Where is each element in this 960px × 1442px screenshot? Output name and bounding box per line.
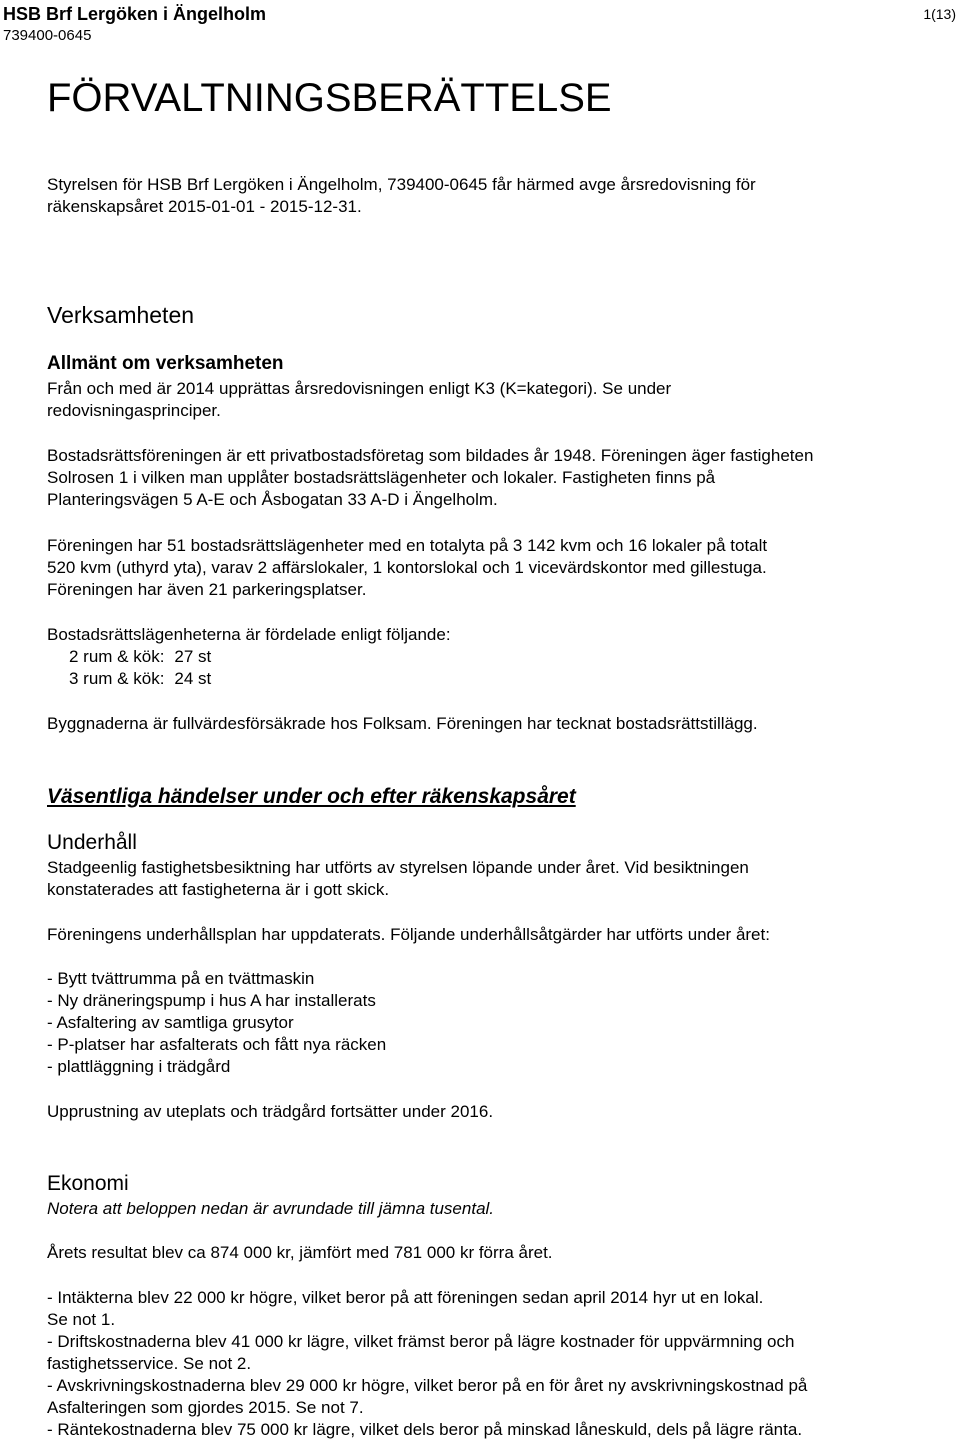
insurance-paragraph: Byggnaderna är fullvärdesförsäkrade hos Folksam. Föreningen har tecknat bostadsrättstillägg. [47,714,758,733]
subheading-allmant: Allmänt om verksamheten [47,353,284,374]
paragraph-line: Planteringsvägen 5 A-E och Åsbogatan 33 A-D i Ängelholm. [47,490,498,509]
economy-list [47,1287,807,1441]
paragraph-line: Bostadsrättsföreningen är ett privatbostadsföretag som bildades år 1948. Föreningen äger fastigheten [47,446,814,465]
distribution-intro: Bostadsrättslägenheterna är fördelade enligt följande: [47,625,451,644]
paragraph-upgrade: Upprustning av uteplats och trädgård fortsätter under 2016. [47,1102,494,1121]
paragraph-apartments [47,535,767,601]
organization-name: HSB Brf Lergöken i Ängelholm [3,4,267,24]
page-number: 1(13) [923,6,956,22]
rounding-note: Notera att beloppen nedan är avrundade till jämna tusental. [47,1199,495,1218]
list-item: - P-platser har asfalterats och fått nya räcken [47,1035,387,1054]
paragraph-line: Solrosen 1 i vilken man upplåter bostadsrättslägenheter och lokaler. Fastigheten finns på [47,468,716,487]
page-title: FÖRVALTNINGSBERÄTTELSE [47,76,612,120]
list-item: - Ny dräneringspump i hus A har installerats [47,991,376,1010]
organization-number: 739400-0645 [3,27,92,44]
list-item: Se not 1. [47,1310,116,1329]
table-row [69,668,211,690]
list-item: - Bytt tvättrumma på en tvättmaskin [47,969,315,988]
result-paragraph: Årets resultat blev ca 874 000 kr, jämfört med 781 000 kr förra året. [47,1243,553,1262]
room-type: 2 rum & kök: [69,647,165,666]
section-heading-verksamheten: Verksamheten [47,302,195,328]
list-item: - Intäkterna blev 22 000 kr högre, vilket beror på att föreningen sedan april 2014 hyr ut en lokal. [47,1288,764,1307]
paragraph-line: Föreningen har 51 bostadsrättslägenheter med en totalyta på 3 142 kvm och 16 lokaler på totalt [47,536,768,555]
list-item: - Driftskostnaderna blev 41 000 kr lägre, vilket främst beror på lägre kostnader för uppvärmning och [47,1332,795,1351]
intro-paragraph [47,174,756,218]
paragraph-maintenance-plan: Föreningens underhållsplan har uppdaterats. Följande underhållsåtgärder har utförts under året: [47,925,770,944]
paragraph-inspection [47,857,749,901]
room-count: 24 st [174,669,212,688]
list-item: - plattläggning i trädgård [47,1057,231,1076]
subheading-underhall: Underhåll [47,831,137,854]
room-type: 3 rum & kök: [69,669,165,688]
list-item: - Asfaltering av samtliga grusytor [47,1013,294,1032]
paragraph-line: Stadgeenlig fastighetsbesiktning har utförts av styrelsen löpande under året. Vid besiktningen [47,858,749,877]
list-item: Asfalteringen som gjordes 2015. Se not 7. [47,1398,364,1417]
paragraph-line: Från och med är 2014 upprättas årsredovisningen enligt K3 (K=kategori). Se under [47,379,672,398]
paragraph-line: konstaterades att fastigheterna är i gott skick. [47,880,390,899]
distribution-table [69,646,211,690]
section-heading-events: Väsentliga händelser under och efter räkenskapsåret [47,785,576,808]
paragraph-line: redovisningasprinciper. [47,401,221,420]
list-item: - Räntekostnaderna blev 75 000 kr lägre, vilket dels beror på minskad låneskuld, dels på lägre ränta. [47,1420,803,1439]
room-count: 27 st [174,647,212,666]
paragraph-association [47,445,813,511]
paragraph-k3 [47,378,671,422]
list-item: fastighetsservice. Se not 2. [47,1354,252,1373]
intro-line: Styrelsen för HSB Brf Lergöken i Ängelholm, 739400-0645 får härmed avge årsredovisning för [47,175,756,194]
list-item: - Avskrivningskostnaderna blev 29 000 kr högre, vilket beror på en för året ny avskrivningskostnad på [47,1376,808,1395]
paragraph-line: Föreningen har även 21 parkeringsplatser. [47,580,367,599]
table-row [69,646,211,668]
intro-line: räkenskapsåret 2015-01-01 - 2015-12-31. [47,197,362,216]
maintenance-list [47,968,386,1078]
paragraph-line: 520 kvm (uthyrd yta), varav 2 affärslokaler, 1 kontorslokal och 1 vicevärdskontor med gillestuga. [47,558,767,577]
section-heading-ekonomi: Ekonomi [47,1172,129,1195]
